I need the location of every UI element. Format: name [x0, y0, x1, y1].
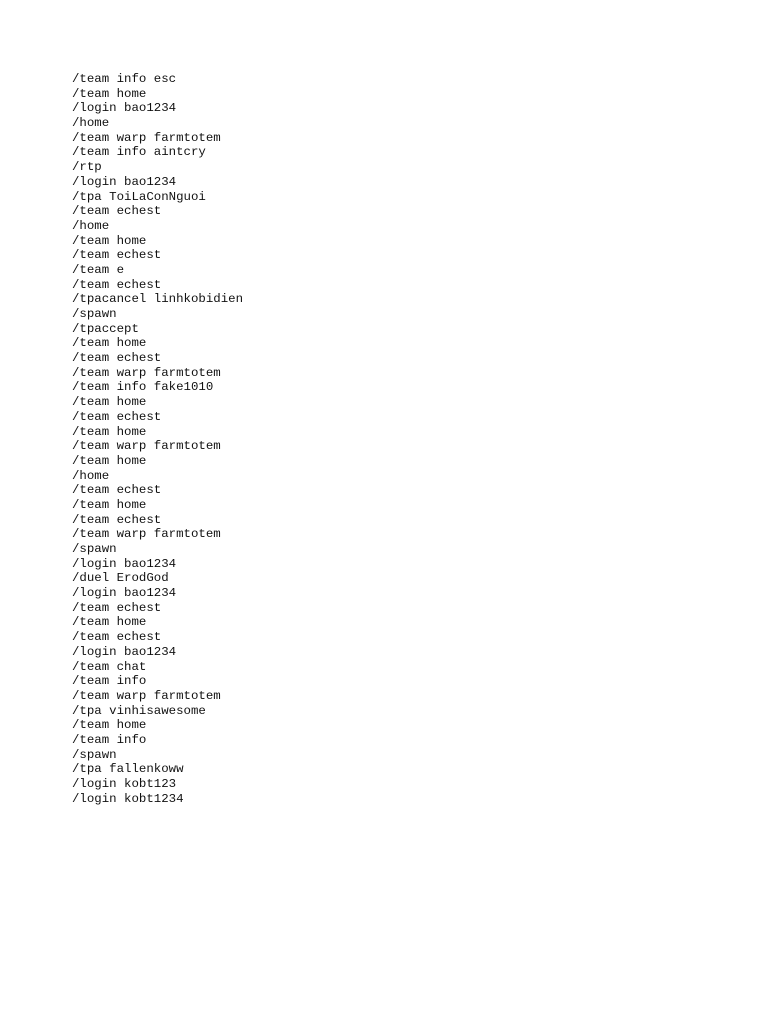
command-line: /home	[72, 218, 110, 233]
command-line: /team warp farmtotem	[72, 365, 221, 380]
command-line: /team home	[72, 718, 147, 733]
command-line: /team home	[72, 86, 147, 101]
command-line: /team echest	[72, 351, 162, 366]
command-line: /team home	[72, 233, 147, 248]
command-line: /team echest	[72, 512, 162, 527]
command-line: /team home	[72, 395, 147, 410]
command-line: /login bao1234	[72, 586, 177, 601]
command-line: /team warp farmtotem	[72, 527, 221, 542]
command-line: /tpacancel linhkobidien	[72, 292, 244, 307]
command-line: /team home	[72, 336, 147, 351]
command-line: /home	[72, 116, 110, 131]
command-line: /login bao1234	[72, 101, 177, 116]
command-line: /team home	[72, 497, 147, 512]
command-line: /tpa ToiLaConNguoi	[72, 189, 206, 204]
command-line: /login bao1234	[72, 556, 177, 571]
command-line: /team home	[72, 424, 147, 439]
command-line: /team echest	[72, 600, 162, 615]
command-line: /team e	[72, 262, 125, 277]
command-line: /login kobt123	[72, 777, 177, 791]
command-line: /team info fake1010	[72, 380, 214, 395]
command-line: /team echest	[72, 204, 162, 219]
command-line: /team echest	[72, 630, 162, 645]
command-line: /team info esc	[72, 72, 177, 86]
command-line: /team warp farmtotem	[72, 439, 221, 454]
command-line: /login kobt1234	[72, 791, 184, 806]
command-line: /team info	[72, 674, 147, 689]
command-line: /team echest	[72, 483, 162, 498]
command-line: /team warp farmtotem	[72, 688, 221, 703]
command-line: /tpaccept	[72, 321, 139, 336]
command-line: /login bao1234	[72, 174, 177, 189]
command-line: /home	[72, 468, 110, 483]
command-line: /tpa vinhisawesome	[72, 703, 206, 718]
command-list	[72, 72, 243, 806]
command-line: /team home	[72, 615, 147, 630]
command-line: /team chat	[72, 659, 147, 674]
command-line: /spawn	[72, 747, 117, 762]
command-line: /team home	[72, 453, 147, 468]
command-line: /team echest	[72, 277, 162, 292]
command-line: /duel ErodGod	[72, 571, 169, 586]
command-line: /login bao1234	[72, 644, 177, 659]
command-line: /spawn	[72, 307, 117, 321]
command-line: /team warp farmtotem	[72, 130, 221, 145]
command-line: /team echest	[72, 409, 162, 424]
command-line: /spawn	[72, 542, 117, 556]
command-line: /team info	[72, 732, 147, 747]
command-line: /tpa fallenkoww	[72, 762, 184, 777]
command-line: /rtp	[72, 160, 102, 175]
command-line: /team info aintcry	[72, 145, 206, 160]
command-line: /team echest	[72, 248, 162, 263]
